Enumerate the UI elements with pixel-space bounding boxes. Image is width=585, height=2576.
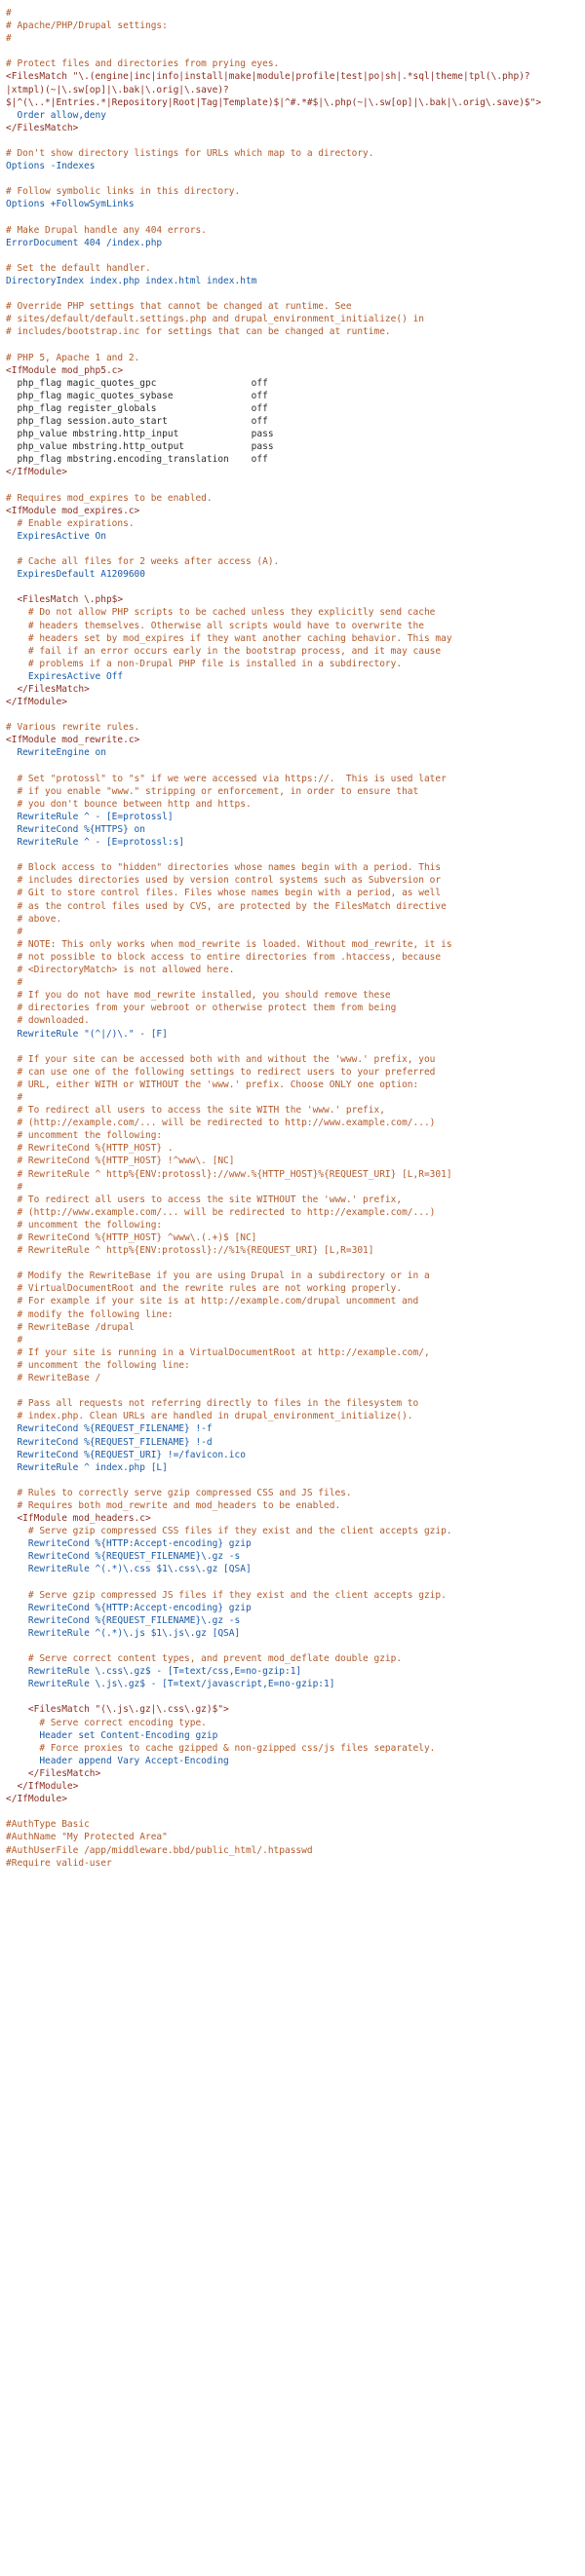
blank-line [6,1640,581,1652]
directive-line: Header set Content-Encoding gzip [6,1729,218,1741]
setting-line: php_value mbstring.http_input pass [6,429,274,440]
comment-line: # Don't show directory listings for URLs which map to a directory. [6,148,374,160]
section-tag-line: <IfModule mod_rewrite.c> [6,735,140,746]
comment-line: #AuthName "My Protected Area" [6,1832,168,1843]
setting-line: php_flag magic_quotes_sybase off [6,390,268,401]
comment-line: # [6,1334,23,1345]
section-tag-line: <IfModule mod_expires.c> [6,505,140,516]
comment-line: # Pass all requests not referring directly to files in the filesystem to [6,1398,419,1410]
section-tag-line: |xtmpl)(~|\.sw[op]|\.bak|\.orig|\.save)? [6,84,229,95]
comment-line: # [6,926,23,937]
blank-line [6,581,581,593]
directive-line: Header append Vary Accept-Encoding [6,1755,229,1766]
directive-line: RewriteRule ^(.*)\.js $1\.js\.gz [QSA] [6,1627,241,1639]
directive-line: RewriteCond %{HTTP:Accept-encoding} gzip [6,1538,252,1550]
setting-line: php_flag register_globals off [6,402,268,414]
section-tag-line: </FilesMatch> [6,1767,101,1779]
comment-line: # To redirect all users to access the site WITH the 'www.' prefix, [6,1105,385,1117]
comment-line: #AuthType Basic [6,1819,90,1831]
blank-line [6,708,581,721]
comment-line: #AuthUserFile /app/middleware.bbd/public_html/.htpasswd [6,1844,313,1856]
blank-line [6,1474,581,1487]
directive-line: RewriteCond %{HTTP:Accept-encoding} gzip [6,1602,252,1613]
section-tag-line: </IfModule> [6,1781,79,1793]
comment-line: # Follow symbolic links in this directory. [6,186,241,198]
comment-line: # <DirectoryMatch> is not allowed here. [6,965,235,976]
comment-line: # RewriteCond %{HTTP_HOST} ^www\.(.+)$ [NC] [6,1232,257,1243]
comment-line: # Force proxies to cache gzipped & non-gzipped css/js files separately. [6,1742,436,1754]
directive-line: RewriteRule "(^|/)\." - [F] [6,1028,168,1040]
section-tag-line: <FilesMatch "(\.js\.gz|\.css\.gz)$"> [6,1704,229,1716]
section-tag-line: <FilesMatch \.php$> [6,594,124,606]
directive-line: RewriteEngine on [6,747,106,759]
blank-line [6,1690,581,1703]
comment-line: # [6,33,12,45]
comment-line: # Set "protossl" to "s" if we were accessed via https://. This is used later [6,773,447,784]
directive-line: RewriteCond %{REQUEST_FILENAME}\.gz -s [6,1614,241,1626]
directive-line: RewriteCond %{REQUEST_FILENAME}\.gz -s [6,1551,241,1563]
section-tag-line: $|^(\..*|Entries.*|Repository|Root|Tag|Template)$|^#.*#$|\.php(~|\.sw[op]|\.bak|\.orig\.save)$"> [6,96,542,108]
comment-line: # Requires both mod_rewrite and mod_headers to be enabled. [6,1499,341,1511]
section-tag-line: </FilesMatch> [6,122,79,133]
comment-line: # fail if an error occurs early in the bootstrap process, and it may cause [6,645,442,657]
section-tag-line: </FilesMatch> [6,683,90,695]
comment-line: # [6,8,12,19]
directive-line: RewriteCond %{REQUEST_FILENAME} !-d [6,1436,213,1448]
blank-line [6,1257,581,1269]
comment-line: # Git to store control files. Files whose names begin with a period, as well [6,888,442,899]
section-tag-line: <FilesMatch "\.(engine|inc|info|install|make|module|profile|test|po|sh|.*sql|theme|tpl(\.php)? [6,71,530,83]
directive-line: Order allow,deny [6,109,106,121]
blank-line [6,249,581,262]
blank-line [6,1384,581,1397]
comment-line: # as the control files used by CVS, are protected by the FilesMatch directive [6,900,447,912]
comment-line: # Override PHP settings that cannot be changed at runtime. See [6,301,352,313]
directive-line: Options +FollowSymLinks [6,199,135,210]
comment-line: # directories from your webroot or otherwise protect them from being [6,1003,397,1014]
comment-line: # headers themselves. Otherwise all scripts would have to overwrite the [6,620,424,631]
directive-line: ExpiresActive On [6,530,106,542]
comment-line: # Enable expirations. [6,517,135,529]
directive-line: Options -Indexes [6,161,96,172]
comment-line: # Requires mod_expires to be enabled. [6,492,213,504]
comment-line: # If you do not have mod_rewrite installed, you should remove these [6,990,391,1002]
comment-line: # If your site is running in a VirtualDocumentRoot at http://example.com/, [6,1346,430,1358]
setting-line: php_flag session.auto_start off [6,416,268,427]
comment-line: # can use one of the following settings to redirect users to your preferred [6,1066,436,1078]
comment-line: # headers set by mod_expires if they want another caching behavior. This may [6,632,452,644]
comment-line: # (http://example.com/... will be redirected to http://www.example.com/...) [6,1118,436,1129]
comment-line: # problems if a non-Drupal PHP file is installed in a subdirectory. [6,658,403,669]
setting-line: php_flag magic_quotes_gpc off [6,377,268,389]
blank-line [6,45,581,57]
comment-line: # Modify the RewriteBase if you are using Drupal in a subdirectory or in a [6,1270,430,1282]
comment-line: # [6,1181,23,1193]
section-tag-line: <IfModule mod_headers.c> [6,1513,151,1525]
comment-line: # RewriteRule ^ http%{ENV:protossl}://%1%{REQUEST_URI} [L,R=301] [6,1245,374,1257]
blank-line [6,211,581,224]
comment-line: # modify the following line: [6,1308,174,1320]
directive-line: RewriteRule \.css\.gz$ - [T=text/css,E=no-gzip:1] [6,1666,302,1678]
comment-line: # you don't bounce between http and https. [6,798,252,810]
setting-line: php_flag mbstring.encoding_translation off [6,454,268,466]
comment-line: # Make Drupal handle any 404 errors. [6,224,207,236]
comment-line: # Set the default handler. [6,262,151,274]
comment-line: # Rules to correctly serve gzip compressed CSS and JS files. [6,1487,352,1498]
comment-line: # To redirect all users to access the site WITHOUT the 'www.' prefix, [6,1193,403,1205]
comment-line: # Protect files and directories from prying eyes. [6,58,280,70]
comment-line: # uncomment the following line: [6,1359,190,1371]
comment-line: # uncomment the following: [6,1219,163,1231]
comment-line: # if you enable "www." stripping or enforcement, in order to ensure that [6,785,419,797]
comment-line: # [6,977,23,989]
comment-line: # RewriteBase / [6,1373,101,1384]
blank-line [6,849,581,861]
comment-line: # Various rewrite rules. [6,722,140,734]
comment-line: # Cache all files for 2 weeks after access (A). [6,556,280,568]
comment-line: # [6,1091,23,1103]
comment-line: # above. [6,913,62,925]
blank-line [6,760,581,773]
comment-line: # Serve gzip compressed JS files if they exist and the client accepts gzip. [6,1589,447,1601]
blank-line [6,134,581,147]
directive-line: ExpiresActive Off [6,670,124,682]
comment-line: # Serve gzip compressed CSS files if they exist and the client accepts gzip. [6,1526,452,1537]
comment-line: # Do not allow PHP scripts to be cached unless they explicitly send cache [6,607,436,619]
comment-line: # includes directories used by version control systems such as Subversion or [6,875,442,887]
comment-line: # VirtualDocumentRoot and the rewrite rules are not working properly. [6,1283,403,1295]
blank-line [6,1576,581,1589]
comment-line: # sites/default/default.settings.php and drupal_environment_initialize() in [6,314,424,325]
comment-line: # RewriteCond %{HTTP_HOST} . [6,1143,174,1155]
directive-line: RewriteRule ^ - [E=protossl] [6,811,174,822]
blank-line [6,172,581,185]
comment-line: # RewriteCond %{HTTP_HOST} !^www\. [NC] [6,1155,235,1167]
directive-line: RewriteCond %{REQUEST_URI} !=/favicon.ico [6,1449,246,1460]
comment-line: # RewriteBase /drupal [6,1321,135,1333]
section-tag-line: <IfModule mod_php5.c> [6,364,124,376]
directive-line: RewriteCond %{HTTPS} on [6,824,145,835]
directive-line: RewriteRule ^(.*)\.css $1\.css\.gz [QSA] [6,1564,252,1575]
section-tag-line: </IfModule> [6,467,67,478]
blank-line [6,478,581,491]
directive-line: RewriteRule ^ index.php [L] [6,1461,168,1473]
comment-line: # Block access to "hidden" directories whose names begin with a period. This [6,862,442,874]
comment-line: # Serve correct encoding type. [6,1717,207,1728]
setting-line: php_value mbstring.http_output pass [6,441,274,453]
blank-line [6,1041,581,1053]
blank-line [6,543,581,555]
blank-line [6,1805,581,1818]
directive-line: RewriteRule ^ - [E=protossl:s] [6,837,185,849]
directive-line: ErrorDocument 404 /index.php [6,237,163,248]
comment-line: # (http://www.example.com/... will be redirected to http://example.com/...) [6,1206,436,1218]
htaccess-code-view [6,7,581,1870]
directive-line: ExpiresDefault A1209600 [6,569,145,581]
comment-line: # If your site can be accessed both with and without the 'www.' prefix, you [6,1053,436,1065]
comment-line: # uncomment the following: [6,1130,163,1142]
comment-line: # PHP 5, Apache 1 and 2. [6,352,140,363]
comment-line: # NOTE: This only works when mod_rewrite is loaded. Without mod_rewrite, it is [6,938,452,950]
directive-line: RewriteCond %{REQUEST_FILENAME} !-f [6,1423,213,1435]
blank-line [6,338,581,351]
comment-line: # Apache/PHP/Drupal settings: [6,20,168,32]
blank-line [6,287,581,300]
comment-line: # URL, either WITH or WITHOUT the 'www.' prefix. Choose ONLY one option: [6,1079,419,1090]
comment-line: # For example if your site is at http://example.com/drupal uncomment and [6,1296,419,1307]
comment-line: #Require valid-user [6,1857,112,1869]
comment-line: # downloaded. [6,1015,90,1027]
comment-line: # includes/bootstrap.inc for settings that can be changed at runtime. [6,326,391,338]
section-tag-line: </IfModule> [6,697,67,708]
comment-line: # not possible to block access to entire directories from .htaccess, because [6,951,442,963]
directive-line: DirectoryIndex index.php index.html index.htm [6,275,257,286]
comment-line: # Serve correct content types, and prevent mod_deflate double gzip. [6,1653,403,1665]
section-tag-line: </IfModule> [6,1794,67,1805]
comment-line: # index.php. Clean URLs are handled in drupal_environment_initialize(). [6,1411,413,1422]
directive-line: RewriteRule \.js\.gz$ - [T=text/javascript,E=no-gzip:1] [6,1679,335,1690]
comment-line: # RewriteRule ^ http%{ENV:protossl}://www.%{HTTP_HOST}%{REQUEST_URI} [L,R=301] [6,1168,452,1180]
